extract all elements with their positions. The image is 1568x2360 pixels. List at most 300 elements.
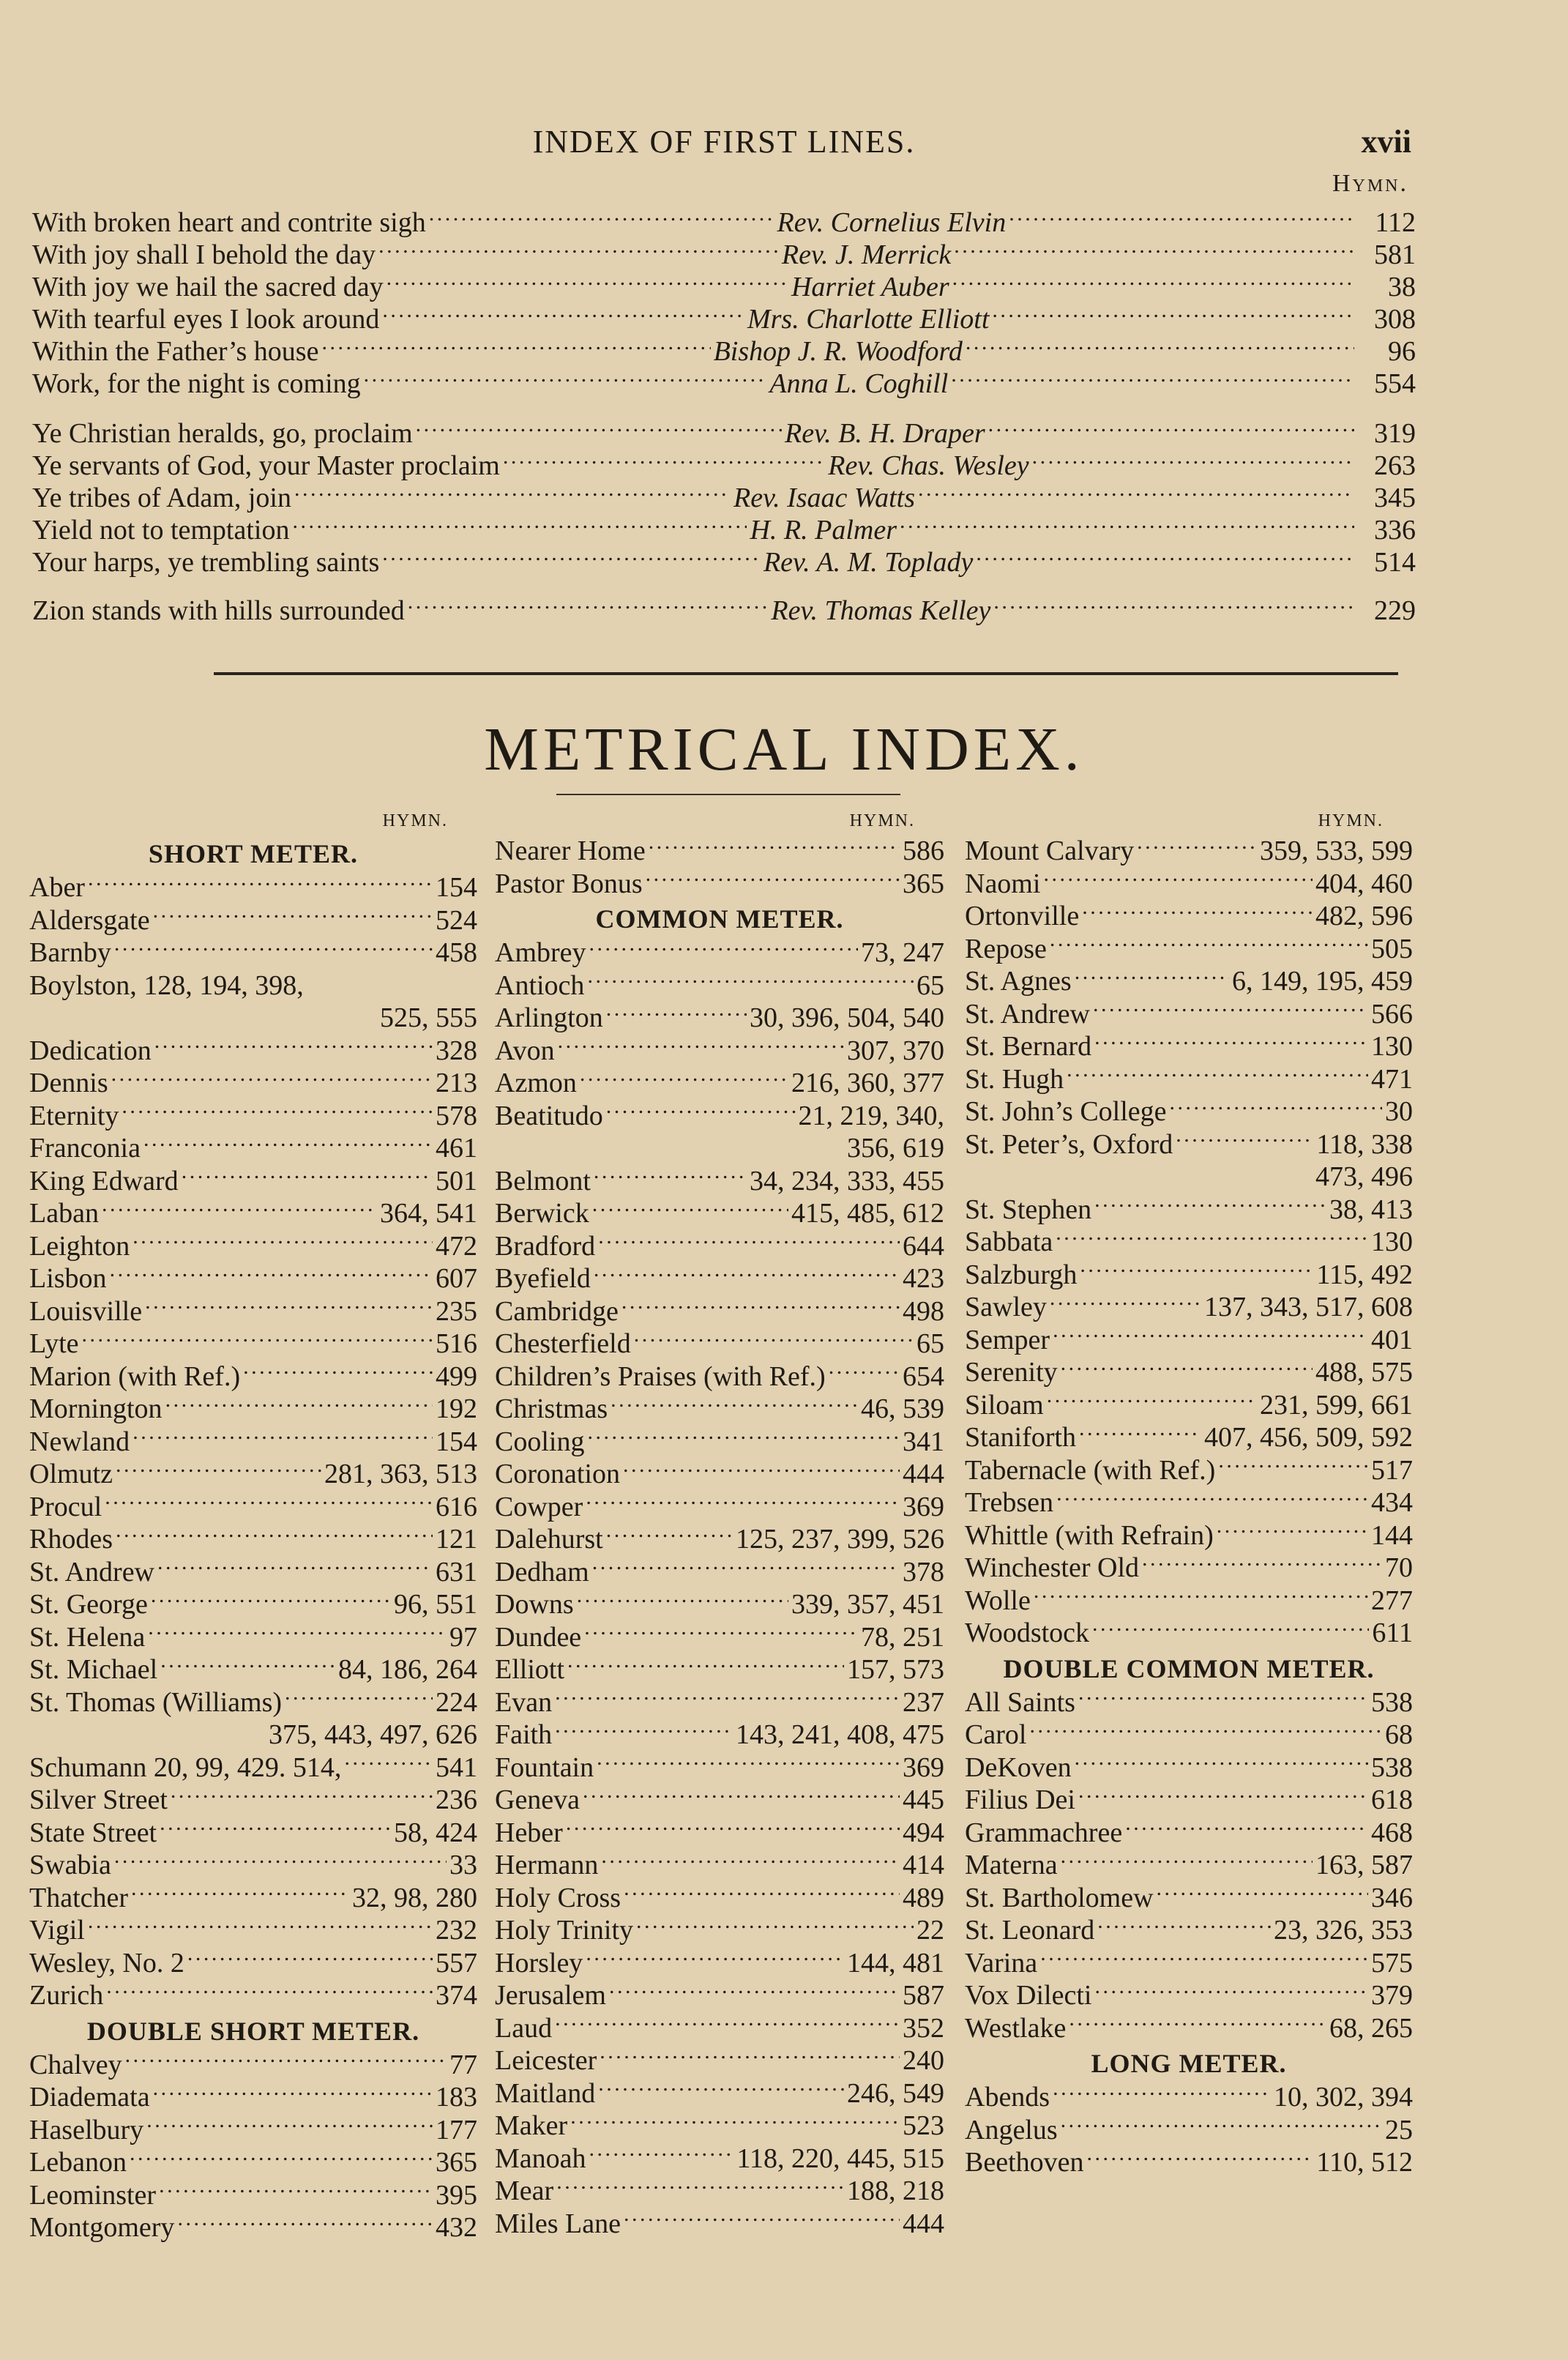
leader-dots xyxy=(992,303,1354,328)
tune-entry xyxy=(495,1556,944,1589)
leader-dots xyxy=(609,1979,900,2004)
leader-dots xyxy=(589,2143,734,2167)
leader-dots xyxy=(111,1067,433,1092)
leader-dots xyxy=(1075,1752,1368,1776)
tune-continuation: 473, 496 xyxy=(1315,1161,1413,1192)
leader-dots xyxy=(130,2146,433,2171)
tune-entry xyxy=(29,1328,477,1360)
tune-name: Abends xyxy=(965,2082,1050,2113)
leader-dots xyxy=(1029,1719,1382,1743)
tune-name: Azmon xyxy=(495,1068,577,1099)
tune-name: Ortonville xyxy=(965,901,1080,932)
leader-dots xyxy=(122,1100,433,1125)
leader-dots xyxy=(102,1197,377,1222)
tune-entry xyxy=(965,1128,1413,1161)
leader-dots xyxy=(1053,2081,1271,2106)
first-line-text: Your harps, ye trembling saints xyxy=(32,547,380,578)
tune-entry xyxy=(495,1165,944,1198)
hymn-numbers: 505 xyxy=(1371,933,1413,964)
hymn-column-label: Hymn. xyxy=(1332,170,1408,197)
hymn-numbers: 77 xyxy=(449,2049,477,2080)
author-name: Harriet Auber xyxy=(791,272,949,303)
author-name: Anna L. Coghill xyxy=(769,368,949,400)
tune-entry xyxy=(495,1067,944,1100)
hymn-numbers: 277 xyxy=(1371,1585,1413,1616)
tune-name: Manoah xyxy=(495,2143,586,2174)
tune-name: Children’s Praises (with Ref.) xyxy=(495,1360,826,1392)
hymn-number: 38 xyxy=(1388,272,1416,303)
tune-name: Laud xyxy=(495,2012,553,2044)
tune-name: Whittle (with Refrain) xyxy=(965,1519,1214,1551)
hymn-number: 96 xyxy=(1388,336,1416,368)
first-line-entry xyxy=(32,271,1416,303)
hymn-numbers: 339, 357, 451 xyxy=(791,1589,944,1620)
first-line-text: Yield not to temptation xyxy=(32,515,290,546)
leader-dots xyxy=(634,1328,914,1352)
leader-dots xyxy=(1157,1882,1368,1907)
hymn-numbers: 407, 456, 509, 592 xyxy=(1204,1422,1413,1453)
hymn-numbers: 444 xyxy=(903,1459,944,1490)
tune-name: St. Helena xyxy=(29,1621,146,1653)
tune-name: Elliott xyxy=(495,1654,564,1686)
hymn-numbers: 118, 220, 445, 515 xyxy=(736,2143,944,2174)
hymn-numbers: 188, 218 xyxy=(847,2175,944,2207)
first-lines-group-w xyxy=(32,206,1416,400)
tune-entry xyxy=(495,2110,944,2143)
leader-dots xyxy=(125,2049,447,2074)
tune-entry xyxy=(495,1621,944,1654)
hymn-numbers: 144 xyxy=(1371,1519,1413,1551)
hymn-numbers: 23, 326, 353 xyxy=(1274,1915,1413,1946)
tune-entry xyxy=(29,1882,477,1915)
leader-dots xyxy=(378,239,779,264)
leader-dots xyxy=(1078,1686,1368,1711)
tune-name: Holy Cross xyxy=(495,1882,621,1913)
tune-entry xyxy=(495,1458,944,1491)
leader-dots xyxy=(132,1426,433,1451)
tune-entry xyxy=(965,2012,1413,2045)
leader-dots xyxy=(558,1035,844,1060)
tune-entry xyxy=(965,1849,1413,1882)
hymn-numbers: 516 xyxy=(436,1328,477,1360)
leader-dots xyxy=(153,904,433,929)
tune-entry xyxy=(965,1356,1413,1389)
tune-name: Trebsen xyxy=(965,1487,1054,1519)
tune-entry xyxy=(29,1262,477,1295)
author-name: Rev. Cornelius Elvin xyxy=(777,207,1007,239)
hymn-numbers: 68 xyxy=(1385,1719,1413,1751)
tune-entry xyxy=(965,1389,1413,1422)
tune-entry xyxy=(495,868,944,901)
leader-dots xyxy=(586,1947,844,1972)
tune-entry xyxy=(495,1947,944,1980)
leader-dots xyxy=(918,482,1354,507)
leader-dots xyxy=(1075,965,1229,990)
tune-name: Antioch xyxy=(495,969,585,1001)
tune-entry xyxy=(495,1002,944,1035)
leader-dots xyxy=(153,2081,433,2106)
tune-name: Chalvey xyxy=(29,2049,122,2080)
hymn-numbers: 21, 219, 340, xyxy=(798,1100,944,1131)
tune-entry xyxy=(495,1882,944,1915)
leader-dots xyxy=(182,1165,433,1190)
hymn-numbers: 154 xyxy=(436,872,477,904)
tune-name: Sawley xyxy=(965,1292,1047,1323)
tune-name: Marion (with Ref.) xyxy=(29,1360,241,1392)
leader-dots xyxy=(1053,1324,1368,1349)
leader-dots xyxy=(429,206,774,231)
hymn-numbers: 33 xyxy=(449,1850,477,1881)
tune-entry xyxy=(495,1784,944,1817)
tune-name: Repose xyxy=(965,933,1047,964)
leader-dots xyxy=(606,1100,796,1125)
leader-dots xyxy=(621,1295,900,1320)
leader-dots xyxy=(285,1686,433,1711)
tune-entry xyxy=(965,1454,1413,1487)
first-line-entry xyxy=(32,514,1416,546)
leader-dots xyxy=(586,1491,900,1516)
leader-dots xyxy=(587,969,914,994)
tune-entry xyxy=(965,1882,1413,1915)
metrical-index-title: METRICAL INDEX. xyxy=(484,715,1084,783)
hymn-numbers: 143, 241, 408, 475 xyxy=(736,1719,944,1751)
tune-name: Rhodes xyxy=(29,1524,113,1555)
tune-name: Dedham xyxy=(495,1556,589,1587)
leader-dots xyxy=(1069,2012,1326,2037)
author-name: Mrs. Charlotte Elliott xyxy=(747,304,990,335)
hymn-numbers: 523 xyxy=(903,2110,944,2142)
first-line-entry xyxy=(32,335,1416,368)
leader-dots xyxy=(577,1588,788,1613)
tune-name: Thatcher xyxy=(29,1882,129,1913)
tune-name: Wesley, No. 2 xyxy=(29,1947,184,1979)
leader-dots xyxy=(594,1262,900,1287)
tune-name: DeKoven xyxy=(965,1752,1072,1783)
leader-dots xyxy=(1094,1194,1326,1218)
tune-name: St. Bernard xyxy=(965,1031,1092,1062)
tune-name: Horsley xyxy=(495,1947,583,1979)
hymn-numbers: 607 xyxy=(436,1263,477,1295)
leader-dots xyxy=(1056,1486,1368,1511)
tune-entry xyxy=(495,835,944,868)
tune-entry xyxy=(495,1817,944,1850)
tune-name: Montgomery xyxy=(29,2212,175,2244)
tune-entry xyxy=(29,2211,477,2244)
tune-entry xyxy=(495,2175,944,2208)
hymn-numbers: 369 xyxy=(903,1752,944,1783)
tune-entry xyxy=(29,937,477,969)
leader-dots xyxy=(132,1230,433,1255)
leader-dots xyxy=(951,368,1354,392)
tune-name: Naomi xyxy=(965,868,1041,899)
hymn-numbers: 110, 512 xyxy=(1316,2147,1413,2178)
hymn-numbers: 352 xyxy=(903,2012,944,2044)
tune-entry xyxy=(29,1588,477,1621)
tune-entry xyxy=(495,1491,944,1524)
tune-name: Grammachree xyxy=(965,1817,1123,1848)
tune-entry xyxy=(495,1262,944,1295)
hymn-numbers: 78, 251 xyxy=(861,1621,944,1653)
tune-entry xyxy=(495,1035,944,1068)
hymn-numbers: 192 xyxy=(436,1393,477,1425)
tune-entry xyxy=(29,1979,477,2012)
tune-name: St. Andrew xyxy=(29,1556,154,1587)
hymn-number: 554 xyxy=(1374,368,1416,400)
page-number: xvii xyxy=(1361,124,1411,160)
leader-dots xyxy=(416,417,782,442)
hymn-numbers: 541 xyxy=(436,1752,477,1783)
tune-entry xyxy=(29,2146,477,2179)
first-line-text: Ye Christian heralds, go, proclaim xyxy=(32,418,413,450)
hymn-numbers: 144, 481 xyxy=(847,1947,944,1979)
leader-dots xyxy=(160,1653,335,1678)
leader-dots xyxy=(165,1393,433,1418)
tune-entry xyxy=(965,1095,1413,1128)
tune-entry xyxy=(965,2146,1413,2179)
leader-dots xyxy=(243,1360,433,1385)
hymn-numbers: 96, 551 xyxy=(394,1589,477,1620)
leader-dots xyxy=(114,937,433,961)
leader-dots xyxy=(187,1947,433,1972)
hymn-numbers: 618 xyxy=(1371,1784,1413,1816)
tune-name: St. Peter’s, Oxford xyxy=(965,1128,1173,1160)
tune-name: Christmas xyxy=(495,1393,608,1425)
tune-name: Eternity xyxy=(29,1100,119,1131)
tune-name: Geneva xyxy=(495,1784,580,1816)
tune-name: Dalehurst xyxy=(495,1524,603,1555)
tune-name: Winchester Old xyxy=(965,1552,1140,1584)
tune-name: Vox Dilecti xyxy=(965,1980,1092,2011)
leader-dots xyxy=(292,514,747,539)
tune-name: Materna xyxy=(965,1850,1058,1881)
hymn-label: HYMN. xyxy=(849,811,915,830)
tune-name: Dennis xyxy=(29,1068,108,1099)
tune-name: Belmont xyxy=(495,1165,591,1196)
hymn-numbers: 414 xyxy=(903,1850,944,1881)
tune-name: Miles Lane xyxy=(495,2208,621,2239)
hymn-numbers: 575 xyxy=(1371,1947,1413,1979)
tune-name: Beethoven xyxy=(965,2147,1084,2178)
leader-dots xyxy=(592,1556,900,1581)
tune-name: Staniforth xyxy=(965,1422,1076,1453)
leader-dots xyxy=(1142,1552,1382,1577)
hymn-numbers: 444 xyxy=(903,2208,944,2239)
tune-continuation: 375, 443, 497, 626 xyxy=(269,1719,477,1750)
hymn-numbers: 328 xyxy=(436,1035,477,1066)
tune-name: Mornington xyxy=(29,1393,163,1425)
tune-entry xyxy=(29,1784,477,1817)
hymn-numbers: 137, 343, 517, 608 xyxy=(1204,1292,1413,1323)
hymn-numbers: 177 xyxy=(436,2114,477,2145)
leader-dots xyxy=(1176,1128,1313,1153)
first-line-text: Ye servants of God, your Master proclaim xyxy=(32,450,500,482)
leader-dots xyxy=(1050,1291,1201,1316)
tune-entry xyxy=(495,2077,944,2110)
hymn-numbers: 472 xyxy=(436,1230,477,1262)
tune-name: Downs xyxy=(495,1589,574,1620)
first-line-text: Within the Father’s house xyxy=(32,336,319,368)
tune-entry xyxy=(29,1914,477,1947)
tune-entry xyxy=(965,1063,1413,1096)
tune-name: Zurich xyxy=(29,1980,104,2011)
tune-name: Wolle xyxy=(965,1585,1031,1616)
first-line-entry xyxy=(32,368,1416,400)
tune-entry xyxy=(29,1230,477,1263)
leader-dots xyxy=(556,2175,844,2200)
hymn-numbers: 216, 360, 377 xyxy=(791,1068,944,1099)
tune-entry xyxy=(965,868,1413,901)
tune-entry xyxy=(965,835,1413,868)
hymn-numbers: 482, 596 xyxy=(1315,901,1413,932)
tune-entry xyxy=(29,1197,477,1230)
tune-entry xyxy=(965,1585,1413,1618)
hymn-numbers: 130 xyxy=(1371,1031,1413,1062)
tune-entry xyxy=(965,1784,1413,1817)
tune-name: Cowper xyxy=(495,1491,583,1522)
tune-name: Westlake xyxy=(965,2012,1067,2044)
tune-name: Vigil xyxy=(29,1915,85,1946)
leader-dots xyxy=(1125,1817,1368,1842)
section-rule xyxy=(214,672,1398,675)
first-line-text: Work, for the night is coming xyxy=(32,368,361,400)
leader-dots xyxy=(1061,2114,1382,2139)
leader-dots xyxy=(1094,1030,1368,1055)
tune-entry xyxy=(29,1035,477,1068)
leader-dots xyxy=(583,1784,900,1809)
tune-entry xyxy=(965,1030,1413,1063)
hymn-numbers: 471 xyxy=(1371,1063,1413,1095)
leader-dots xyxy=(598,1230,900,1255)
leader-dots xyxy=(1043,868,1313,893)
leader-dots xyxy=(988,417,1354,442)
tune-entry xyxy=(29,1653,477,1686)
meter-heading: DOUBLE COMMON METER. xyxy=(1003,1653,1375,1683)
tune-entry xyxy=(29,1817,477,1850)
leader-dots xyxy=(148,1621,447,1646)
hymn-numbers: 359, 533, 599 xyxy=(1260,835,1413,867)
hymn-number: 581 xyxy=(1374,239,1416,271)
tune-entry xyxy=(965,1914,1413,1947)
tune-entry xyxy=(29,1295,477,1328)
first-line-entry xyxy=(32,482,1416,514)
tune-name: Faith xyxy=(495,1719,553,1751)
tune-entry xyxy=(965,1686,1413,1719)
hymn-numbers: 231, 599, 661 xyxy=(1260,1389,1413,1421)
first-line-text: Zion stands with hills surrounded xyxy=(32,595,405,627)
hymn-numbers: 183 xyxy=(436,2082,477,2113)
tune-name: Cambridge xyxy=(495,1295,619,1327)
tune-name: Schumann 20, 99, 429. 514, xyxy=(29,1752,342,1783)
tune-name: St. Hugh xyxy=(965,1063,1064,1095)
tune-name: Berwick xyxy=(495,1198,589,1229)
tune-entry xyxy=(965,965,1413,998)
tune-entry xyxy=(29,1947,477,1980)
leader-dots xyxy=(1137,835,1257,860)
hymn-numbers: 654 xyxy=(903,1360,944,1392)
tune-name: Tabernacle (with Ref.) xyxy=(965,1454,1216,1486)
tune-name: St. Stephen xyxy=(965,1194,1092,1225)
page-title: INDEX OF FIRST LINES. xyxy=(532,124,916,160)
tune-entry xyxy=(29,2114,477,2147)
tune-name: Leicester xyxy=(495,2045,597,2077)
first-lines-group-y xyxy=(32,417,1416,578)
tune-name: Holy Trinity xyxy=(495,1915,634,1946)
tune-name: Mount Calvary xyxy=(965,835,1135,867)
tune-entry xyxy=(965,933,1413,966)
leader-dots xyxy=(594,1165,747,1190)
tune-entry xyxy=(495,1100,944,1133)
leader-dots xyxy=(116,1523,433,1548)
hymn-numbers: 379 xyxy=(1371,1980,1413,2011)
meter-heading: SHORT METER. xyxy=(148,839,359,868)
leader-dots xyxy=(1092,1617,1369,1642)
tune-name: Louisville xyxy=(29,1295,143,1327)
tune-name: Procul xyxy=(29,1491,102,1522)
tune-name: Laban xyxy=(29,1198,99,1229)
leader-dots xyxy=(1034,1585,1368,1609)
leader-dots xyxy=(966,335,1354,360)
tune-name: Cooling xyxy=(495,1426,585,1457)
leader-dots xyxy=(1009,206,1354,231)
hymn-numbers: 237 xyxy=(903,1686,944,1718)
leader-dots xyxy=(952,271,1354,296)
hymn-numbers: 557 xyxy=(436,1947,477,1979)
leader-dots xyxy=(592,1197,788,1222)
leader-dots xyxy=(88,871,433,896)
leader-dots xyxy=(1067,1063,1368,1088)
tune-entry xyxy=(965,1259,1413,1292)
leader-dots xyxy=(597,1752,900,1776)
leader-dots xyxy=(649,835,900,860)
tune-name: Lyte xyxy=(29,1328,79,1360)
tune-entry xyxy=(965,1617,1413,1650)
tune-name: Mear xyxy=(495,2175,554,2207)
tune-entry xyxy=(29,871,477,904)
hymn-numbers: 65 xyxy=(916,1328,944,1360)
author-name: Rev. A. M. Toplady xyxy=(763,547,974,578)
tune-entry xyxy=(495,2208,944,2241)
hymn-numbers: 499 xyxy=(436,1360,477,1392)
leader-dots xyxy=(600,2044,900,2069)
leader-dots xyxy=(598,2077,844,2102)
tune-entry xyxy=(495,1360,944,1393)
tune-entry xyxy=(29,2049,477,2082)
leader-dots xyxy=(623,1458,900,1483)
hymn-numbers: 644 xyxy=(903,1230,944,1262)
hymn-numbers: 538 xyxy=(1371,1686,1413,1718)
hymn-numbers: 378 xyxy=(903,1556,944,1587)
first-line-entry xyxy=(32,546,1416,578)
tune-entry xyxy=(495,1328,944,1360)
leader-dots xyxy=(143,1132,433,1157)
author-name: H. R. Palmer xyxy=(750,515,897,546)
leader-dots xyxy=(587,1426,900,1451)
leader-dots xyxy=(82,1328,433,1352)
first-line-text: With broken heart and contrite sigh xyxy=(32,207,426,239)
leader-dots xyxy=(900,514,1354,539)
tune-entry xyxy=(29,2179,477,2212)
hymn-numbers: 365 xyxy=(436,2147,477,2178)
tune-name: Olmutz xyxy=(29,1459,113,1490)
hymn-numbers: 236 xyxy=(436,1784,477,1816)
tune-entry xyxy=(29,1458,477,1491)
leader-dots xyxy=(146,2114,433,2139)
leader-dots xyxy=(1050,933,1368,958)
hymn-number: 263 xyxy=(1374,450,1416,482)
tune-entry xyxy=(29,1067,477,1100)
leader-dots xyxy=(382,546,761,571)
meter-heading: DOUBLE SHORT METER. xyxy=(86,2016,420,2046)
